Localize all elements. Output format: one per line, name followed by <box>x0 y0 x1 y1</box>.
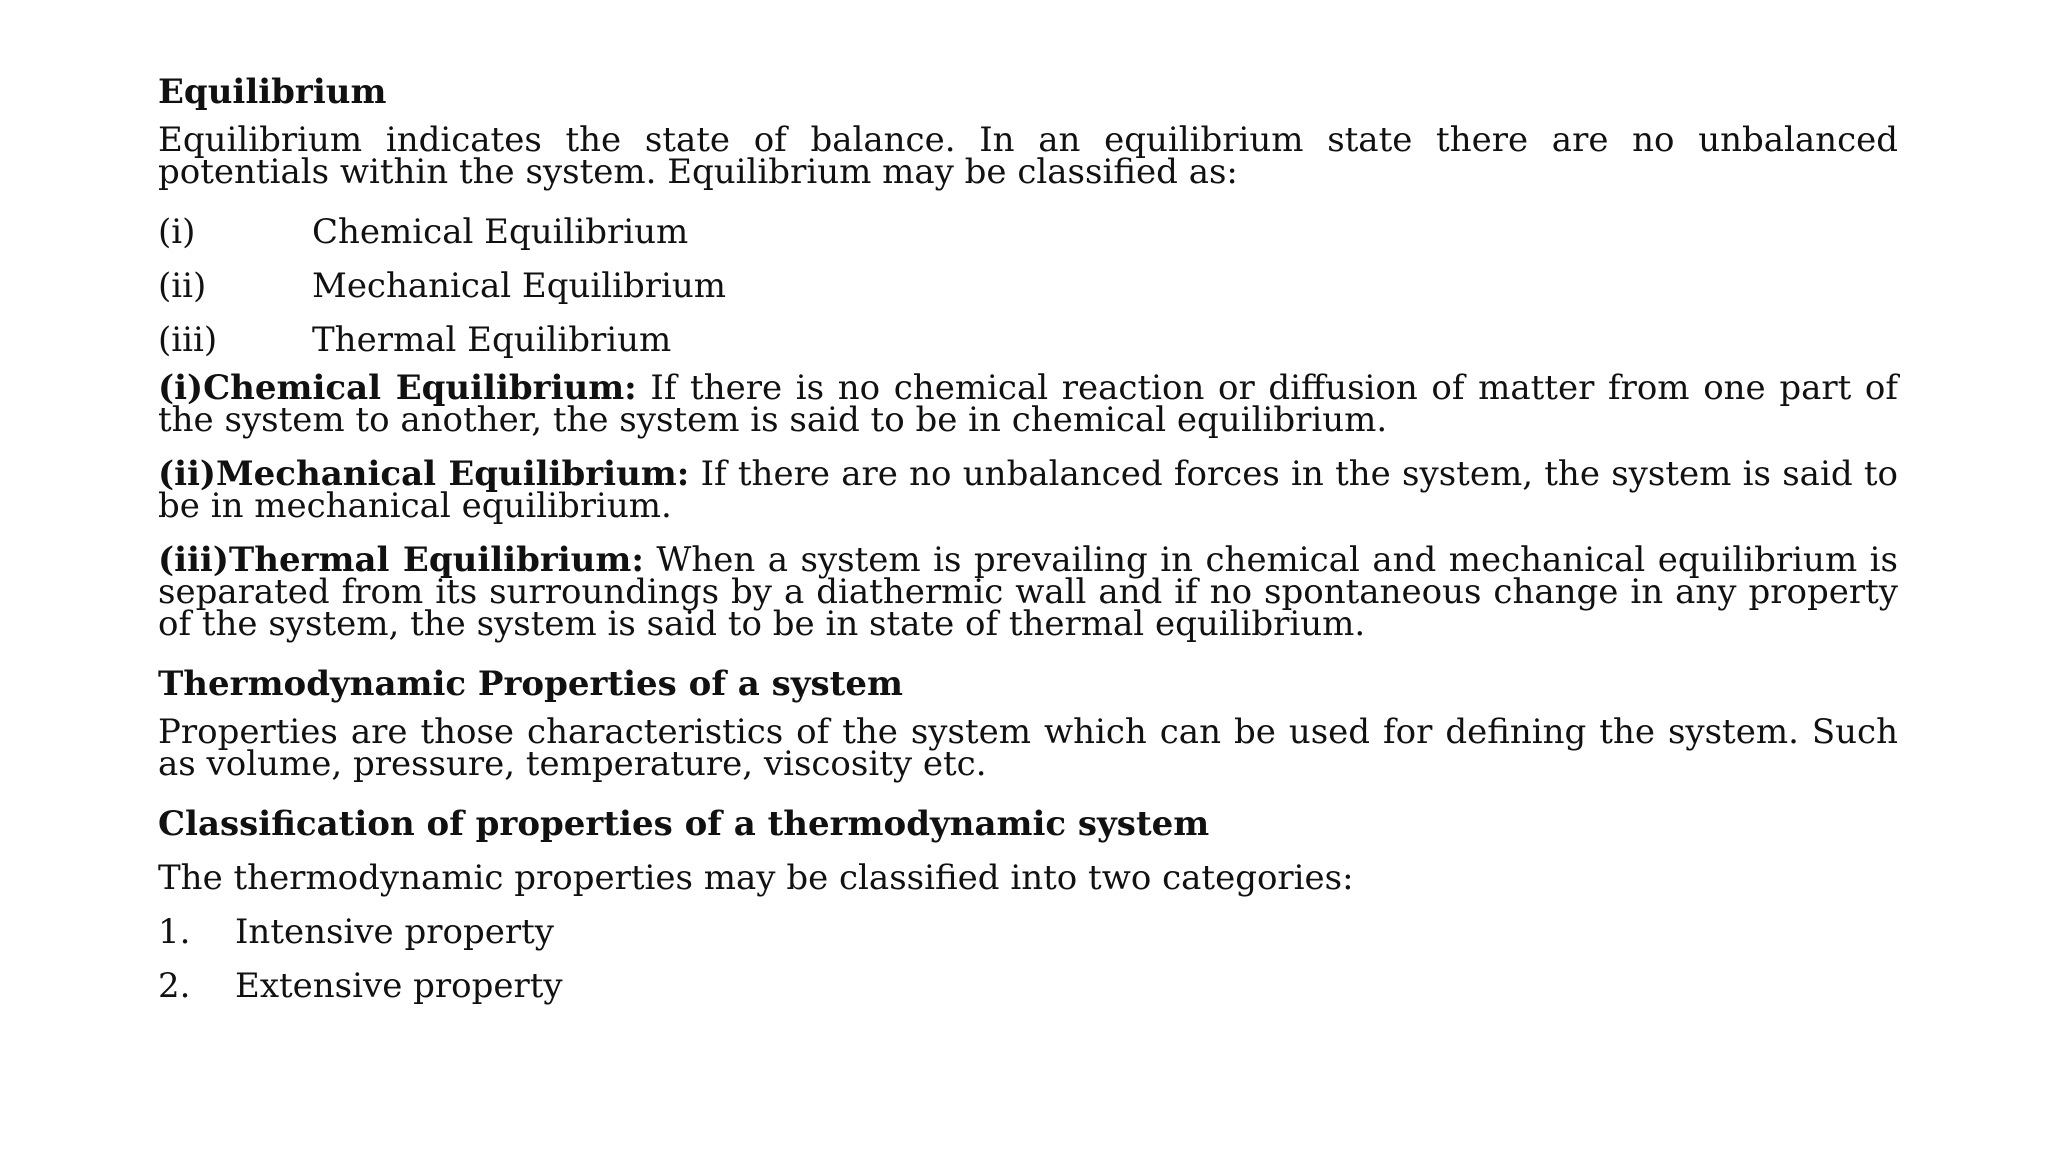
definition-term: (iii)Thermal Equilibrium: <box>158 540 644 580</box>
list-marker: (ii) <box>158 266 207 306</box>
heading-thermodynamic-properties: Thermodynamic Properties of a system <box>158 664 903 704</box>
heading-equilibrium: Equilibrium <box>158 72 387 112</box>
definition-thermal-equilibrium <box>158 540 1898 644</box>
definition-text: If there are no unbalanced forces in the system, the system is said to be in mechanical equilibrium. <box>158 454 1898 526</box>
definition-mechanical-equilibrium <box>158 454 1898 526</box>
list-item-label: Extensive property <box>235 966 563 1006</box>
definition-term: (ii)Mechanical Equilibrium: <box>158 454 690 494</box>
equilibrium-intro: Equilibrium indicates the state of balance. In an equilibrium state there are no unbalanced potentials within the system. Equilibrium may be classified as: <box>158 120 1898 192</box>
definition-chemical-equilibrium <box>158 368 1898 440</box>
properties-description: Properties are those characteristics of the system which can be used for defining the system. Such as volume, pressure, temperature, viscosity etc. <box>158 712 1898 784</box>
list-item-label: Thermal Equilibrium <box>312 320 672 360</box>
heading-classification-of-properties: Classification of properties of a thermodynamic system <box>158 804 1210 844</box>
list-item <box>158 910 1898 954</box>
list-item <box>158 964 1898 1008</box>
list-item-label: Intensive property <box>235 912 554 952</box>
definition-text: When a system is prevailing in chemical and mechanical equilibrium is separated from its surroundings by a diathermic wall and if no spontaneous change in any property of the system, the system is said to be in state of thermal equilibrium. <box>158 540 1898 644</box>
list-marker: (iii) <box>158 320 218 360</box>
list-item <box>158 210 1898 254</box>
list-item-label: Chemical Equilibrium <box>312 212 689 252</box>
list-marker: 1. <box>158 912 191 952</box>
list-marker: (i) <box>158 212 196 252</box>
list-item <box>158 264 1898 308</box>
definition-term: (i)Chemical Equilibrium: <box>158 368 637 408</box>
definition-text: If there is no chemical reaction or diffusion of matter from one part of the system to another, the system is said to be in chemical equilibrium. <box>158 368 1898 440</box>
list-marker: 2. <box>158 966 191 1006</box>
list-item <box>158 318 1898 362</box>
classification-intro: The thermodynamic properties may be classified into two categories: <box>158 858 1354 898</box>
list-item-label: Mechanical Equilibrium <box>312 266 727 306</box>
document-page <box>158 70 1898 1018</box>
